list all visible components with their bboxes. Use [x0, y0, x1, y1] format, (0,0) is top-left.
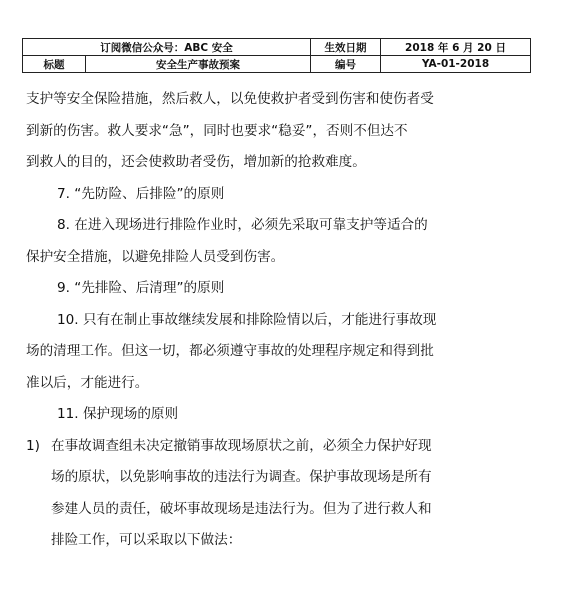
list-item-line: 在事故调查组未决定撤销事故现场原状之前，必须全力保护好现	[51, 437, 432, 454]
body-line: 到救人的目的，还会使救助者受伤，增加新的抢救难度。	[26, 154, 366, 170]
body-line: 保护安全措施，以避免排险人员受到伤害。	[26, 248, 285, 265]
title-value: 安全生产事故预案	[86, 56, 311, 73]
item-9-heading: 9. “先排险、后清理”的原则	[57, 280, 225, 296]
effective-date-label: 生效日期	[311, 39, 381, 56]
document-body	[26, 84, 556, 557]
body-line: 准以后，才能进行。	[26, 374, 149, 391]
body-line: 场的清理工作。但这一切，都必须遵守事故的处理程序规定和得到批	[26, 343, 434, 359]
list-item-line: 场的原状，以免影响事故的违法行为调查。保护事故现场是所有	[51, 469, 432, 485]
list-item-line: 参建人员的责任，破坏事故现场是违法行为。但为了进行救人和	[51, 500, 432, 517]
title-label: 标题	[23, 56, 86, 73]
body-line: 支护等安全保险措施，然后救人，以免使救护者受到伤害和使伤者受	[26, 91, 434, 107]
body-line: 10. 只有在制止事故继续发展和排除险情以后，才能进行事故现	[57, 311, 437, 328]
list-item-line: 排险工作，可以采取以下做法：	[51, 532, 242, 548]
number-label: 编号	[311, 56, 381, 73]
item-11-heading: 11. 保护现场的原则	[57, 406, 179, 422]
body-line: 8. 在进入现场进行排险作业时，必须先采取可靠支护等适合的	[57, 217, 428, 233]
list-item-number: 1)	[26, 437, 40, 454]
document-header-table	[22, 38, 531, 73]
header-row-2	[23, 56, 531, 73]
item-7-heading: 7. “先防险、后排险”的原则	[57, 185, 225, 202]
number-value: YA-01-2018	[381, 56, 531, 73]
subscribe-cell: 订阅微信公众号：ABC 安全	[23, 39, 311, 56]
body-line: 到新的伤害。救人要求“急”，同时也要求“稳妥”，否则不但达不	[26, 122, 408, 139]
list-item	[26, 431, 556, 557]
header-row-1	[23, 39, 531, 56]
effective-date-value: 2018 年 6 月 20 日	[381, 39, 531, 56]
